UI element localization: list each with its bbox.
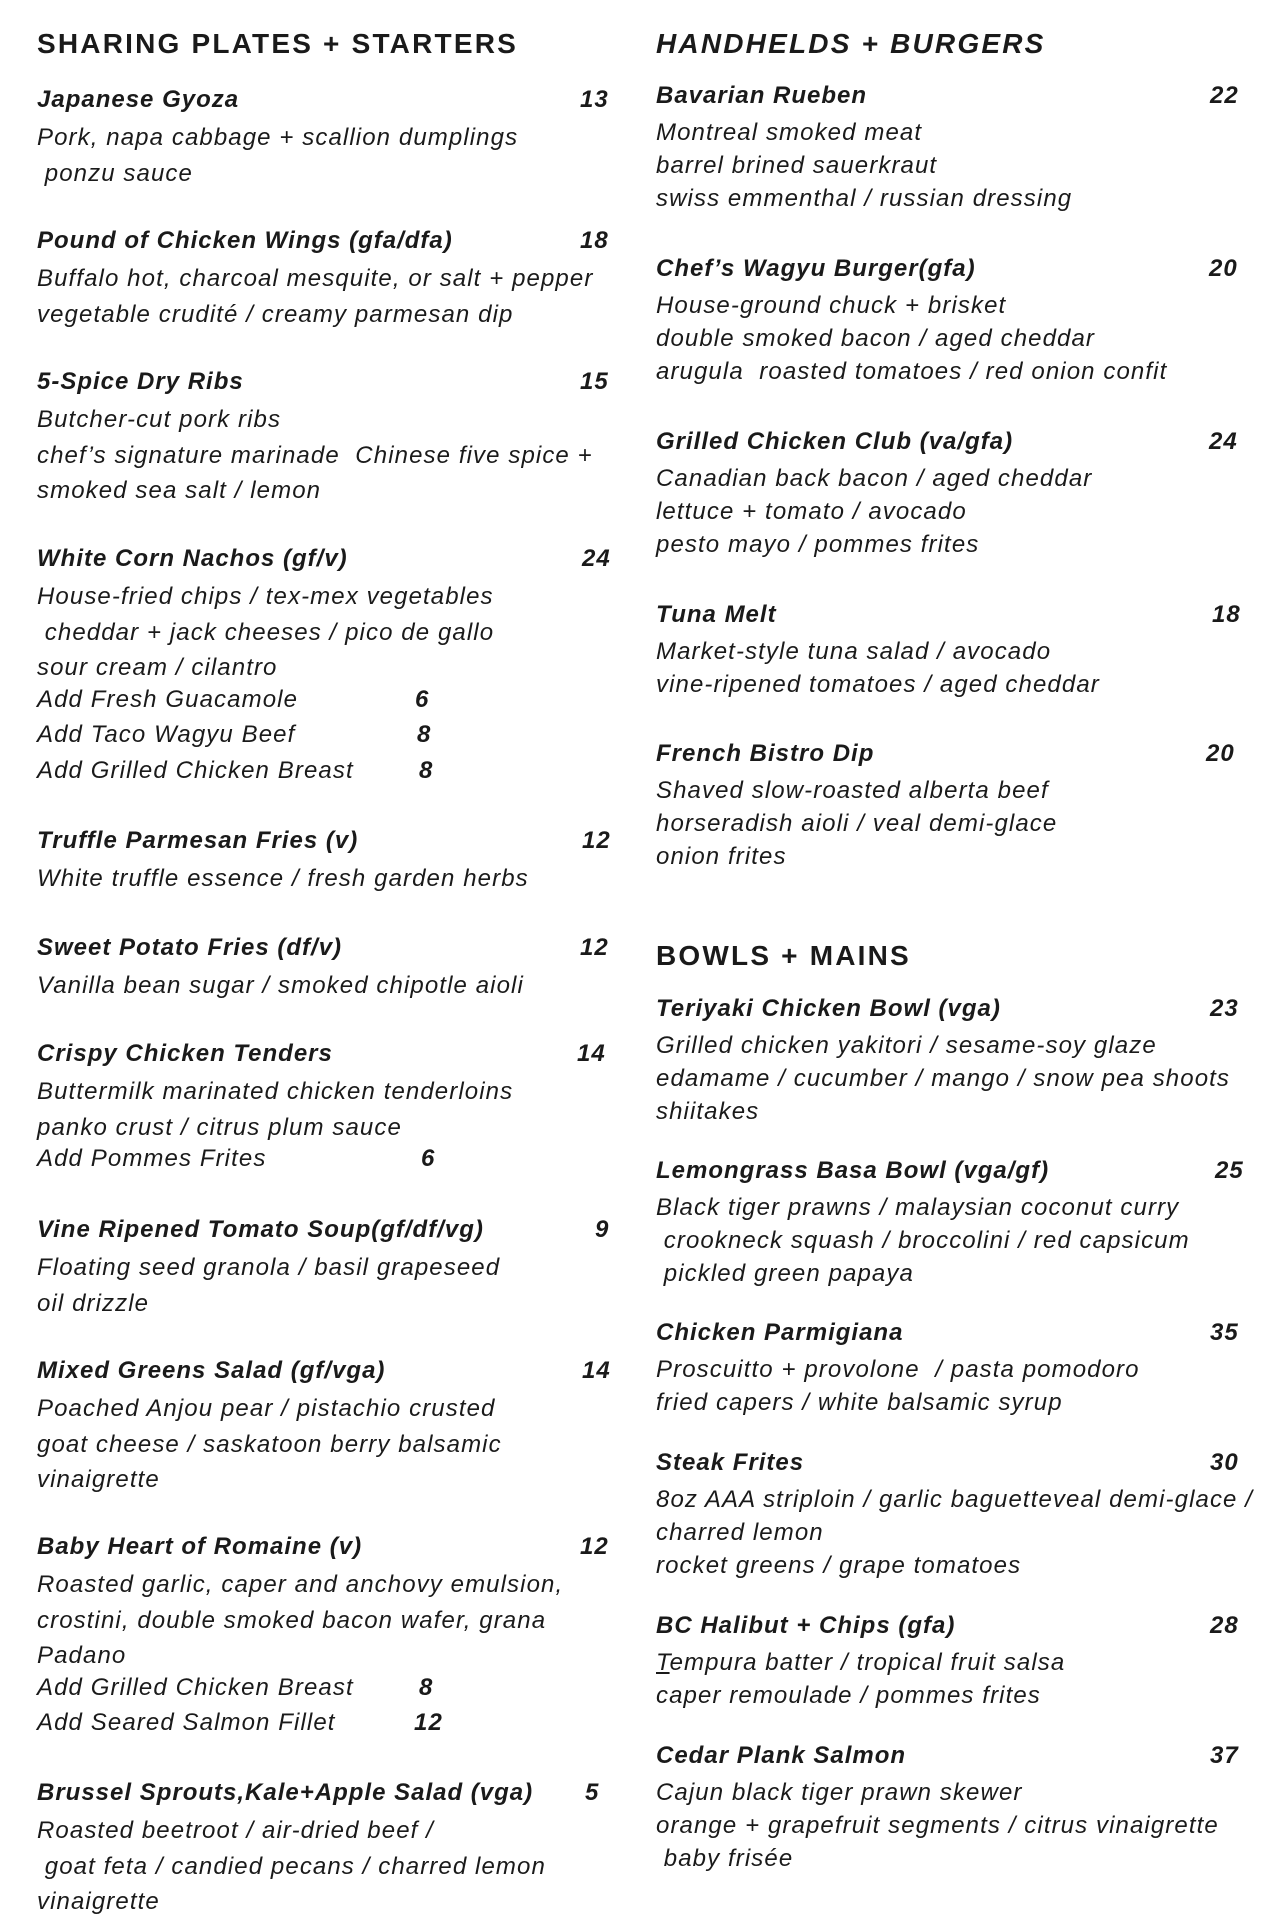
item-name: Cedar Plank Salmon	[656, 1742, 907, 1769]
item-description-line: Poached Anjou pear / pistachio crusted	[37, 1395, 496, 1422]
item-description-line: shiitakes	[656, 1098, 760, 1125]
item-description-line: ponzu sauce	[37, 159, 193, 187]
item-price: 22	[1210, 82, 1239, 109]
item-description-line: vegetable crudité / creamy parmesan dip	[37, 300, 514, 328]
item-description-line: sour cream / cilantro	[37, 654, 278, 681]
item-description-line: double smoked bacon / aged cheddar	[656, 325, 1096, 352]
menu-item-cedar-plank-salmon	[656, 1742, 1256, 1875]
item-price: 30	[1210, 1449, 1239, 1476]
menu-item-white-corn-nachos	[37, 545, 617, 792]
item-description-line: Roasted beetroot / air-dried beef /	[37, 1817, 434, 1844]
item-description-line: Buffalo hot, charcoal mesquite, or salt + pepper	[37, 265, 594, 292]
item-description-line: Market-style tuna salad / avocado	[656, 638, 1052, 665]
section-title-handhelds: HANDHELDS + BURGERS	[656, 28, 1046, 59]
item-price: 9	[595, 1216, 610, 1243]
item-name: Crispy Chicken Tenders	[37, 1040, 333, 1067]
menu-item-chicken-wings	[37, 227, 617, 332]
item-name: Bavarian Rueben	[656, 82, 868, 109]
item-name: Grilled Chicken Club (va/gfa)	[656, 428, 1014, 455]
item-price: 23	[1210, 995, 1239, 1022]
item-description-line: Pork, napa cabbage + scallion dumplings	[37, 124, 519, 151]
item-description-line: smoked sea salt / lemon	[37, 477, 322, 504]
section-title-sharing-plates: SHARING PLATES + STARTERS	[37, 28, 519, 59]
addon-row	[37, 686, 617, 722]
addon-price: 12	[414, 1709, 443, 1736]
item-description-line: vine-ripened tomatoes / aged cheddar	[656, 671, 1100, 698]
item-description-line: House-fried chips / tex-mex vegetables	[37, 583, 494, 610]
item-description-line: crostini, double smoked bacon wafer, grana	[37, 1606, 547, 1634]
item-description-line: Proscuitto + provolone / pasta pomodoro	[656, 1356, 1140, 1383]
addon-row	[37, 721, 617, 757]
menu-item-bavarian-rueben	[656, 82, 1256, 215]
menu-item-chicken-parmigiana	[656, 1319, 1256, 1419]
item-price: 5	[585, 1779, 600, 1806]
menu-item-grilled-chicken-club	[656, 428, 1256, 561]
item-price: 12	[582, 827, 611, 854]
menu-item-truffle-fries	[37, 827, 617, 897]
item-description-line: caper remoulade / pommes frites	[656, 1682, 1041, 1709]
item-name: Chicken Parmigiana	[656, 1319, 904, 1346]
menu-item-baby-heart-of-romaine	[37, 1533, 617, 1745]
addon-label: Add Grilled Chicken Breast	[37, 1673, 354, 1701]
addon-row	[37, 1674, 617, 1710]
addon-label: Add Taco Wagyu Beef	[37, 721, 296, 748]
item-price: 25	[1215, 1157, 1244, 1184]
item-description-line: Roasted garlic, caper and anchovy emulsion,	[37, 1571, 564, 1598]
item-description-line: Vanilla bean sugar / smoked chipotle aioli	[37, 972, 524, 999]
item-description-line: panko crust / citrus plum sauce	[37, 1113, 402, 1141]
item-price: 20	[1206, 740, 1235, 767]
menu-item-japanese-gyoza	[37, 86, 617, 191]
item-price: 12	[580, 934, 609, 961]
addon-label: Add Grilled Chicken Breast	[37, 756, 354, 784]
item-price: 35	[1210, 1319, 1239, 1346]
item-price: 37	[1210, 1742, 1239, 1769]
addon-price: 6	[421, 1145, 436, 1172]
item-description-line: goat cheese / saskatoon berry balsamic	[37, 1430, 502, 1458]
item-description-line: pickled green papaya	[656, 1260, 914, 1287]
item-name: Sweet Potato Fries (df/v)	[37, 934, 343, 961]
item-description-line: arugula roasted tomatoes / red onion confit	[656, 358, 1168, 385]
item-description-line: Canadian back bacon / aged cheddar	[656, 465, 1093, 492]
item-description-line: Padano	[37, 1642, 127, 1669]
addon-label: Add Fresh Guacamole	[37, 685, 299, 713]
item-price: 13	[580, 86, 609, 113]
menu-item-tuna-melt	[656, 601, 1256, 701]
item-name: Brussel Sprouts,Kale+Apple Salad (vga)	[37, 1779, 534, 1806]
item-name: Mixed Greens Salad (gf/vga)	[37, 1357, 386, 1384]
item-description-line: baby frisée	[656, 1845, 794, 1872]
item-price: 12	[580, 1533, 609, 1560]
item-description-line: rocket greens / grape tomatoes	[656, 1552, 1022, 1579]
item-description-line: cheddar + jack cheeses / pico de gallo	[37, 618, 495, 646]
menu-item-steak-frites	[656, 1449, 1256, 1582]
item-description-line: barrel brined sauerkraut	[656, 152, 938, 179]
item-price: 18	[580, 227, 609, 254]
item-description-line: Tempura batter / tropical fruit salsa	[656, 1649, 1066, 1676]
item-description-line: chef’s signature marinade Chinese five spice +	[37, 441, 593, 469]
item-description-line: Floating seed granola / basil grapeseed	[37, 1254, 501, 1281]
menu-item-brussel-sprouts-salad	[37, 1779, 617, 1920]
item-name: Chef’s Wagyu Burger(gfa)	[656, 255, 976, 282]
menu-item-bc-halibut-chips	[656, 1612, 1256, 1712]
item-description-line: Black tiger prawns / malaysian coconut curry	[656, 1194, 1180, 1221]
item-name: Teriyaki Chicken Bowl (vga)	[656, 995, 1001, 1022]
item-price: 28	[1210, 1612, 1239, 1639]
item-price: 24	[1209, 428, 1238, 455]
addon-price: 6	[415, 685, 430, 713]
item-price: 14	[577, 1040, 606, 1067]
item-description-line: orange + grapefruit segments / citrus vinaigrette	[656, 1812, 1219, 1839]
menu-item-teriyaki-chicken-bowl	[656, 995, 1256, 1128]
item-description-line: House-ground chuck + brisket	[656, 292, 1007, 319]
item-description-line: Buttermilk marinated chicken tenderloins	[37, 1078, 514, 1105]
item-name: Steak Frites	[656, 1449, 805, 1476]
item-description-line: White truffle essence / fresh garden herbs	[37, 865, 529, 892]
item-price: 15	[580, 368, 609, 395]
item-description-line: pesto mayo / pommes frites	[656, 531, 980, 558]
item-description-line: horseradish aioli / veal demi-glace	[656, 810, 1058, 837]
item-description-line: vinaigrette	[37, 1888, 160, 1915]
menu-item-tomato-soup	[37, 1216, 617, 1321]
item-description-line: charred lemon	[656, 1519, 824, 1546]
menu-item-dry-ribs	[37, 368, 617, 509]
item-description-line: Grilled chicken yakitori / sesame-soy glaze	[656, 1032, 1157, 1059]
item-description-line: Butcher-cut pork ribs	[37, 406, 282, 433]
item-description-line: onion frites	[656, 843, 787, 870]
addon-row	[37, 1145, 617, 1181]
item-name: Truffle Parmesan Fries (v)	[37, 827, 359, 854]
menu-item-chicken-tenders	[37, 1040, 617, 1181]
addon-row	[37, 757, 617, 793]
menu-item-sweet-potato-fries	[37, 934, 617, 1004]
item-description-line: fried capers / white balsamic syrup	[656, 1389, 1063, 1416]
item-description-line: goat feta / candied pecans / charred lemon	[37, 1852, 546, 1880]
item-name: BC Halibut + Chips (gfa)	[656, 1612, 956, 1639]
item-description-line: Cajun black tiger prawn skewer	[656, 1779, 1023, 1806]
menu-item-mixed-greens-salad	[37, 1357, 617, 1498]
item-name: French Bistro Dip	[656, 740, 875, 767]
addon-row	[37, 1709, 617, 1745]
item-description-line: Shaved slow-roasted alberta beef	[656, 777, 1049, 804]
item-description-line: lettuce + tomato / avocado	[656, 498, 967, 525]
item-description-line: swiss emmenthal / russian dressing	[656, 185, 1073, 212]
item-name: Lemongrass Basa Bowl (vga/gf)	[656, 1157, 1050, 1184]
item-price: 18	[1212, 601, 1241, 628]
item-name: Tuna Melt	[656, 601, 777, 628]
addon-price: 8	[419, 1673, 434, 1701]
item-name: Vine Ripened Tomato Soup(gf/df/vg)	[37, 1216, 484, 1243]
item-description-line: crookneck squash / broccolini / red capsicum	[656, 1227, 1190, 1254]
item-description-line: vinaigrette	[37, 1466, 160, 1493]
item-description-line: Montreal smoked meat	[656, 119, 923, 146]
item-price: 24	[582, 545, 611, 572]
addon-label: Add Pommes Frites	[37, 1145, 267, 1172]
menu-item-french-bistro-dip	[656, 740, 1256, 873]
item-name: Japanese Gyoza	[37, 86, 240, 113]
section-title-bowls-mains: BOWLS + MAINS	[656, 940, 911, 971]
item-name: Pound of Chicken Wings (gfa/dfa)	[37, 227, 453, 254]
addon-price: 8	[419, 756, 434, 784]
addon-label: Add Seared Salmon Fillet	[37, 1709, 336, 1736]
addon-price: 8	[417, 721, 432, 748]
item-name: White Corn Nachos (gf/v)	[37, 545, 348, 572]
menu-item-wagyu-burger	[656, 255, 1256, 388]
menu-item-lemongrass-basa-bowl	[656, 1157, 1256, 1290]
item-name: Baby Heart of Romaine (v)	[37, 1533, 363, 1560]
item-description-line: edamame / cucumber / mango / snow pea shoots	[656, 1065, 1231, 1092]
item-description-line: 8oz AAA striploin / garlic baguetteveal demi-glace /	[656, 1486, 1254, 1513]
item-description-line: oil drizzle	[37, 1289, 150, 1317]
item-name: 5-Spice Dry Ribs	[37, 368, 244, 395]
item-price: 14	[582, 1357, 611, 1384]
item-price: 20	[1209, 255, 1238, 282]
